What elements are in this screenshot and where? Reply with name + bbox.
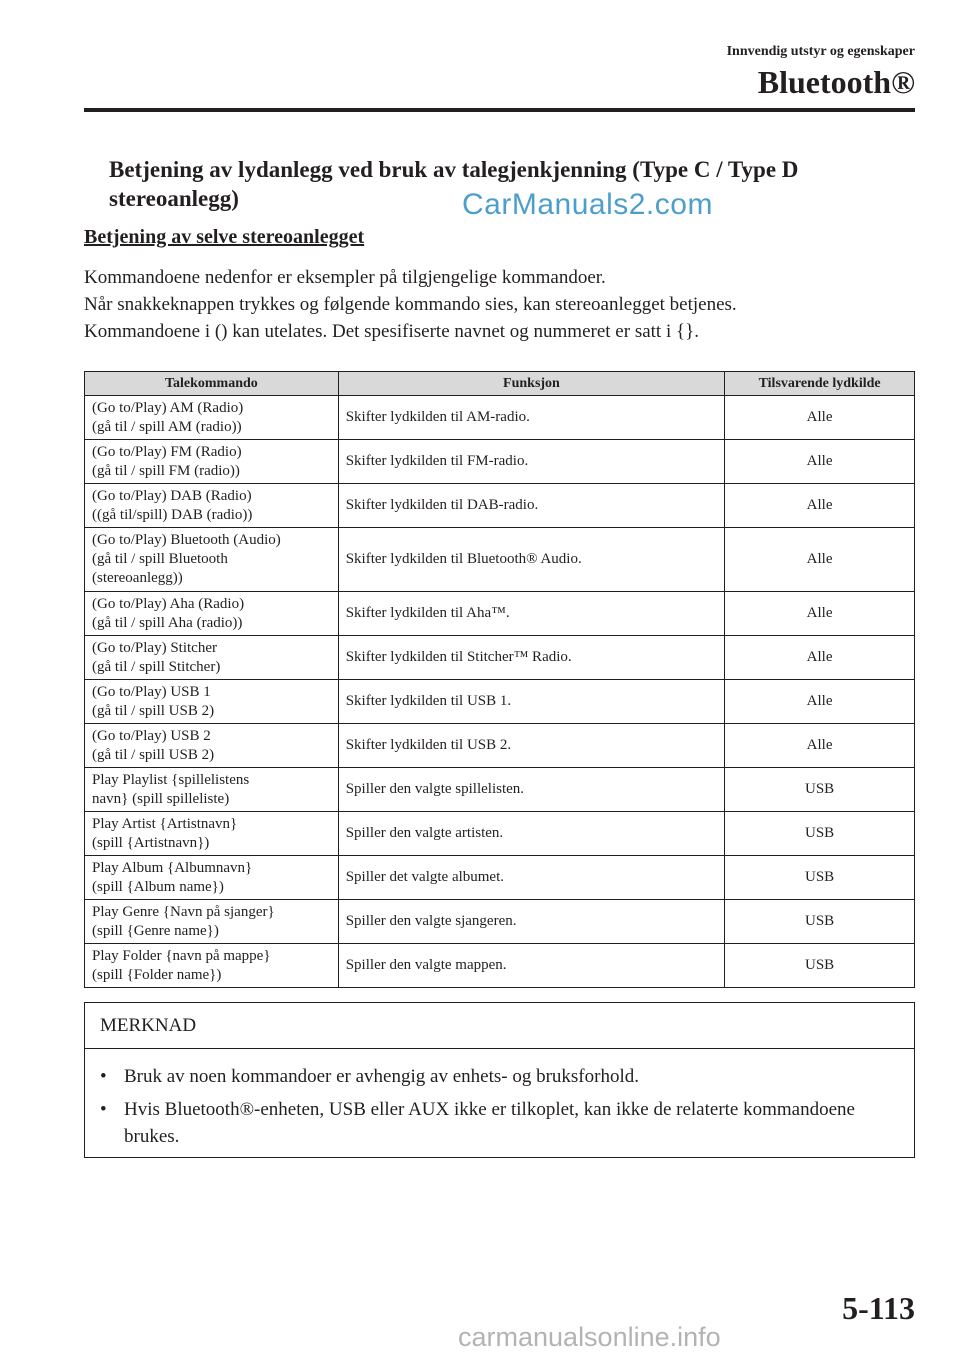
table-row xyxy=(85,396,915,440)
cell-function: Skifter lydkilden til USB 1. xyxy=(338,680,724,724)
command-line: (spill {Folder name}) xyxy=(92,966,222,983)
table-row xyxy=(85,900,915,944)
command-line: (spill {Genre name}) xyxy=(92,922,219,939)
cell-command xyxy=(85,528,339,592)
table-body xyxy=(85,396,915,988)
command-line: navn} (spill spilleliste) xyxy=(92,790,230,807)
command-line: (Go to/Play) DAB (Radio) xyxy=(92,487,252,504)
subheading: Betjening av selve stereoanlegget xyxy=(84,226,365,248)
cell-source: Alle xyxy=(725,440,915,484)
cell-source: Alle xyxy=(725,680,915,724)
cell-function: Skifter lydkilden til Aha™. xyxy=(338,592,724,636)
cell-command xyxy=(85,636,339,680)
command-line: (spill {Artistnavn}) xyxy=(92,834,210,851)
command-line: (gå til / spill USB 2) xyxy=(92,746,215,763)
cell-command xyxy=(85,440,339,484)
table-row xyxy=(85,724,915,768)
column-header-command: Talekommando xyxy=(85,372,339,396)
bullet-icon: • xyxy=(100,1099,107,1120)
table-row xyxy=(85,528,915,592)
cell-command xyxy=(85,484,339,528)
command-line: (Go to/Play) Stitcher xyxy=(92,639,217,656)
note-list xyxy=(85,1049,914,1150)
command-line: Play Album {Albumnavn} xyxy=(92,859,253,876)
cell-command xyxy=(85,812,339,856)
command-line: (Go to/Play) Aha (Radio) xyxy=(92,595,245,612)
cell-command xyxy=(85,680,339,724)
cell-source: Alle xyxy=(725,528,915,592)
command-table xyxy=(84,371,915,988)
intro-line: Kommandoene i () kan utelates. Det spesifiserte navnet og nummeret er satt i {}. xyxy=(84,321,699,342)
watermark-site: carmanualsonline.info xyxy=(458,1322,721,1352)
cell-function: Skifter lydkilden til AM-radio. xyxy=(338,396,724,440)
cell-function: Spiller den valgte artisten. xyxy=(338,812,724,856)
page-number: 5-113 xyxy=(842,1290,915,1326)
command-line: Play Artist {Artistnavn} xyxy=(92,815,238,832)
cell-source: USB xyxy=(725,768,915,812)
cell-function: Skifter lydkilden til DAB-radio. xyxy=(338,484,724,528)
note-item xyxy=(100,1096,894,1150)
command-line: (gå til / spill USB 2) xyxy=(92,702,215,719)
watermark-logo: CarManuals2.com xyxy=(462,188,713,221)
table-row xyxy=(85,856,915,900)
column-header-source: Tilsvarende lydkilde xyxy=(725,372,915,396)
cell-function: Skifter lydkilden til Bluetooth® Audio. xyxy=(338,528,724,592)
command-line: (Go to/Play) USB 1 xyxy=(92,683,211,700)
cell-function: Skifter lydkilden til USB 2. xyxy=(338,724,724,768)
cell-command xyxy=(85,944,339,988)
cell-source: USB xyxy=(725,944,915,988)
command-line: Play Playlist {spillelistens xyxy=(92,771,250,788)
table-row xyxy=(85,944,915,988)
command-line: (spill {Album name}) xyxy=(92,878,224,895)
command-line: (gå til / spill FM (radio)) xyxy=(92,462,240,479)
cell-source: Alle xyxy=(725,724,915,768)
cell-command xyxy=(85,900,339,944)
cell-function: Spiller den valgte spillelisten. xyxy=(338,768,724,812)
command-line: Play Folder {navn på mappe} xyxy=(92,947,271,964)
cell-command xyxy=(85,592,339,636)
header-divider xyxy=(84,108,915,112)
command-line: (Go to/Play) AM (Radio) xyxy=(92,399,244,416)
command-line: ((gå til/spill) DAB (radio)) xyxy=(92,506,253,523)
cell-command xyxy=(85,768,339,812)
table-row xyxy=(85,768,915,812)
cell-command xyxy=(85,856,339,900)
intro-line: Kommandoene nedenfor er eksempler på tilgjengelige kommandoer. xyxy=(84,267,606,288)
cell-function: Spiller den valgte mappen. xyxy=(338,944,724,988)
command-line: (gå til / spill Aha (radio)) xyxy=(92,614,243,631)
command-line: (gå til / spill AM (radio)) xyxy=(92,418,242,435)
cell-source: USB xyxy=(725,812,915,856)
note-box xyxy=(84,1002,915,1158)
command-line: (stereoanlegg)) xyxy=(92,570,183,586)
column-header-function: Funksjon xyxy=(338,372,724,396)
cell-source: Alle xyxy=(725,484,915,528)
cell-source: Alle xyxy=(725,396,915,440)
cell-function: Spiller det valgte albumet. xyxy=(338,856,724,900)
command-line: (Go to/Play) FM (Radio) xyxy=(92,443,242,460)
note-text: Bruk av noen kommandoer er avhengig av enhets- og bruksforhold. xyxy=(124,1066,639,1087)
bullet-icon: • xyxy=(100,1066,107,1087)
table-row xyxy=(85,636,915,680)
chapter-title: Innvendig utstyr og egenskaper xyxy=(726,44,915,59)
table-row xyxy=(85,812,915,856)
table-row xyxy=(85,484,915,528)
command-line: (Go to/Play) Bluetooth (Audio) xyxy=(92,532,281,548)
cell-command xyxy=(85,396,339,440)
cell-source: USB xyxy=(725,900,915,944)
cell-function: Skifter lydkilden til Stitcher™ Radio. xyxy=(338,636,724,680)
cell-source: Alle xyxy=(725,636,915,680)
cell-command xyxy=(85,724,339,768)
command-line: (gå til / spill Bluetooth xyxy=(92,551,228,567)
table-row xyxy=(85,680,915,724)
note-title: MERKNAD xyxy=(85,1003,914,1049)
section-title: Bluetooth® xyxy=(757,64,915,100)
table-row xyxy=(85,592,915,636)
cell-source: USB xyxy=(725,856,915,900)
command-line: (Go to/Play) USB 2 xyxy=(92,727,211,744)
note-item xyxy=(100,1063,894,1090)
page-heading: Betjening av lydanlegg ved bruk av talegjenkjenning (Type C / Type D stereoanlegg) xyxy=(109,157,799,211)
table-header-row xyxy=(85,372,915,396)
note-text: Hvis Bluetooth®-enheten, USB eller AUX ikke er tilkoplet, kan ikke de relaterte kommandoene brukes. xyxy=(124,1099,855,1147)
cell-source: Alle xyxy=(725,592,915,636)
cell-function: Skifter lydkilden til FM-radio. xyxy=(338,440,724,484)
command-line: Play Genre {Navn på sjanger} xyxy=(92,903,275,920)
command-line: (gå til / spill Stitcher) xyxy=(92,658,221,675)
table-row xyxy=(85,440,915,484)
cell-function: Spiller den valgte sjangeren. xyxy=(338,900,724,944)
intro-text xyxy=(84,264,914,345)
intro-line: Når snakkeknappen trykkes og følgende kommando sies, kan stereoanlegget betjenes. xyxy=(84,294,737,315)
